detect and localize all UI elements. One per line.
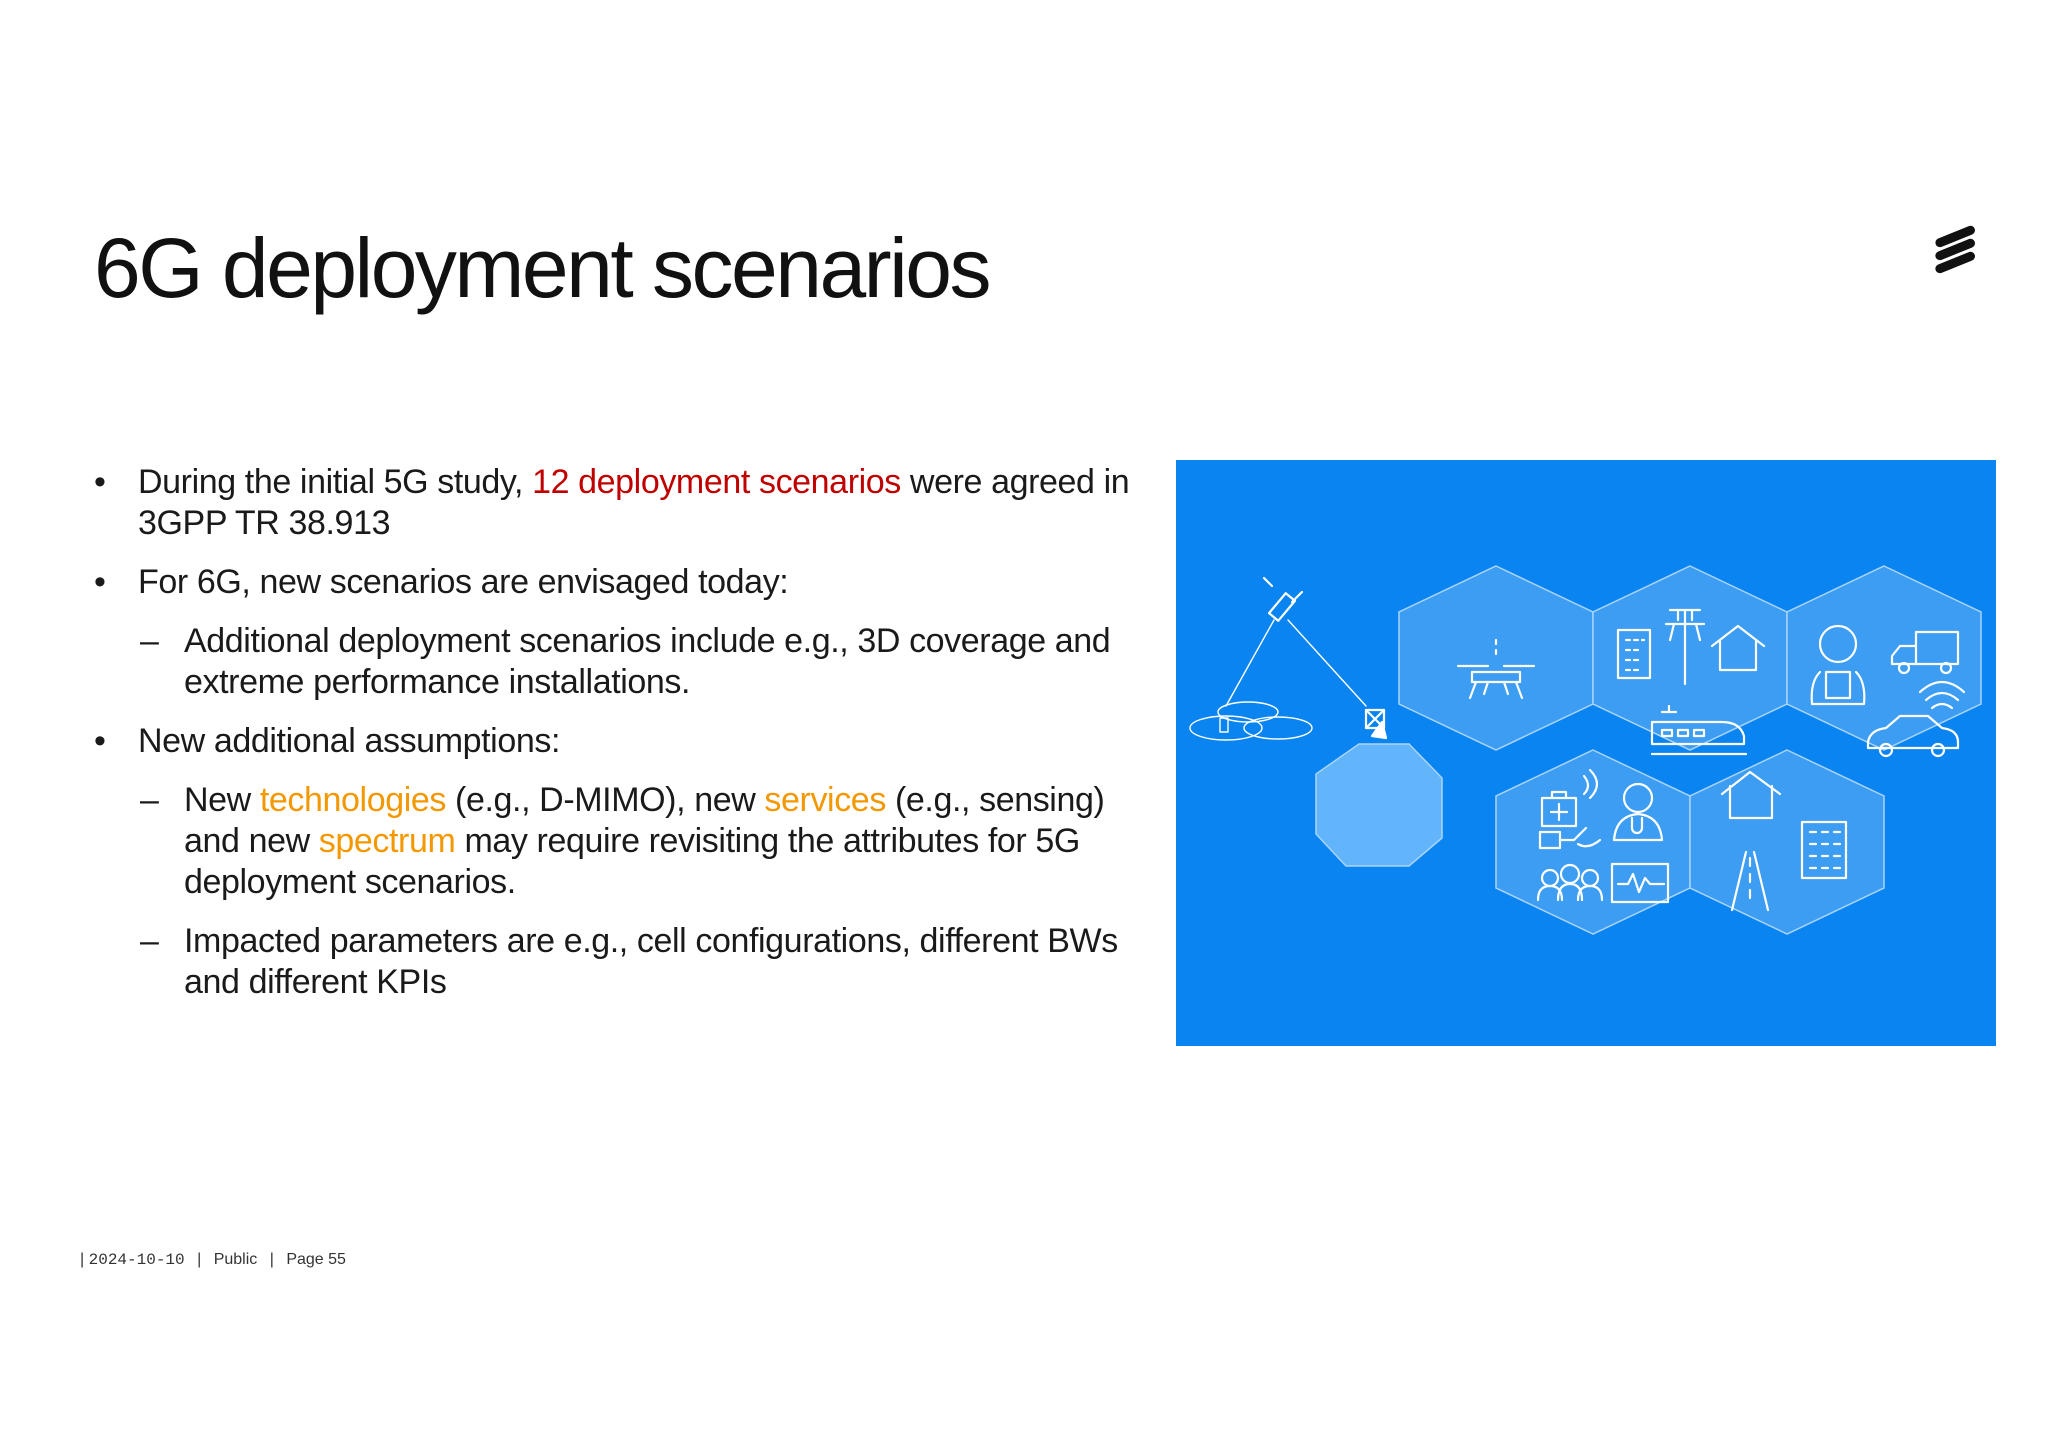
- bullet-text: [138, 563, 788, 601]
- deployment-scenarios-illustration: [1176, 460, 1996, 1046]
- dash-marker: –: [140, 622, 159, 660]
- text-run: New additional assumptions:: [138, 722, 560, 760]
- bullet-item: [94, 721, 1134, 762]
- sub-bullet-item: [94, 780, 1134, 903]
- bullet-text: [184, 622, 1110, 701]
- footer-page-number: Page 55: [286, 1251, 346, 1268]
- bullet-text: [138, 463, 1129, 542]
- text-run: may require revisiting the attributes for 5G deployment scenarios.: [184, 822, 1080, 901]
- dash-marker: –: [140, 781, 159, 819]
- bullet-text: [138, 722, 560, 760]
- slide-title: 6G deployment scenarios: [94, 221, 990, 315]
- ericsson-logo: [1932, 224, 1978, 276]
- bullet-text: [184, 922, 1118, 1001]
- footer-separator: |: [80, 1251, 85, 1268]
- footer-separator: |: [197, 1251, 202, 1268]
- highlighted-term: services: [764, 781, 886, 819]
- bullet-text: [184, 781, 1104, 901]
- text-run: Additional deployment scenarios include e.g., 3D coverage and extreme performance installations.: [184, 622, 1111, 701]
- bullet-marker: •: [94, 563, 106, 601]
- text-run: Impacted parameters are e.g., cell configurations, different BWs and different KPIs: [184, 922, 1118, 1001]
- text-run: During the initial 5G study,: [138, 463, 533, 501]
- footer: [80, 1251, 346, 1269]
- text-run: For 6G, new scenarios are envisaged today:: [138, 563, 789, 601]
- footer-classification: Public: [213, 1251, 258, 1268]
- bullet-item: [94, 562, 1134, 603]
- text-run: (e.g., sensing) and new: [184, 781, 1105, 860]
- sub-bullet-item: [94, 921, 1134, 1003]
- highlight-polygon: [1316, 744, 1442, 866]
- highlighted-term: technologies: [259, 781, 446, 819]
- text-run: (e.g., D-MIMO), new: [446, 781, 765, 819]
- bullet-list: [94, 462, 1134, 1021]
- bullet-marker: •: [94, 463, 106, 501]
- text-run: were agreed in 3GPP TR 38.913: [138, 463, 1130, 542]
- footer-date: 2024-10-10: [88, 1251, 185, 1269]
- text-run: New: [184, 781, 260, 819]
- dash-marker: –: [140, 922, 159, 960]
- sub-bullet-item: [94, 621, 1134, 703]
- highlighted-term: 12 deployment scenarios: [532, 463, 901, 501]
- highlighted-term: spectrum: [318, 822, 456, 860]
- bullet-item: [94, 462, 1134, 544]
- bullet-marker: •: [94, 722, 106, 760]
- footer-separator: |: [269, 1251, 274, 1268]
